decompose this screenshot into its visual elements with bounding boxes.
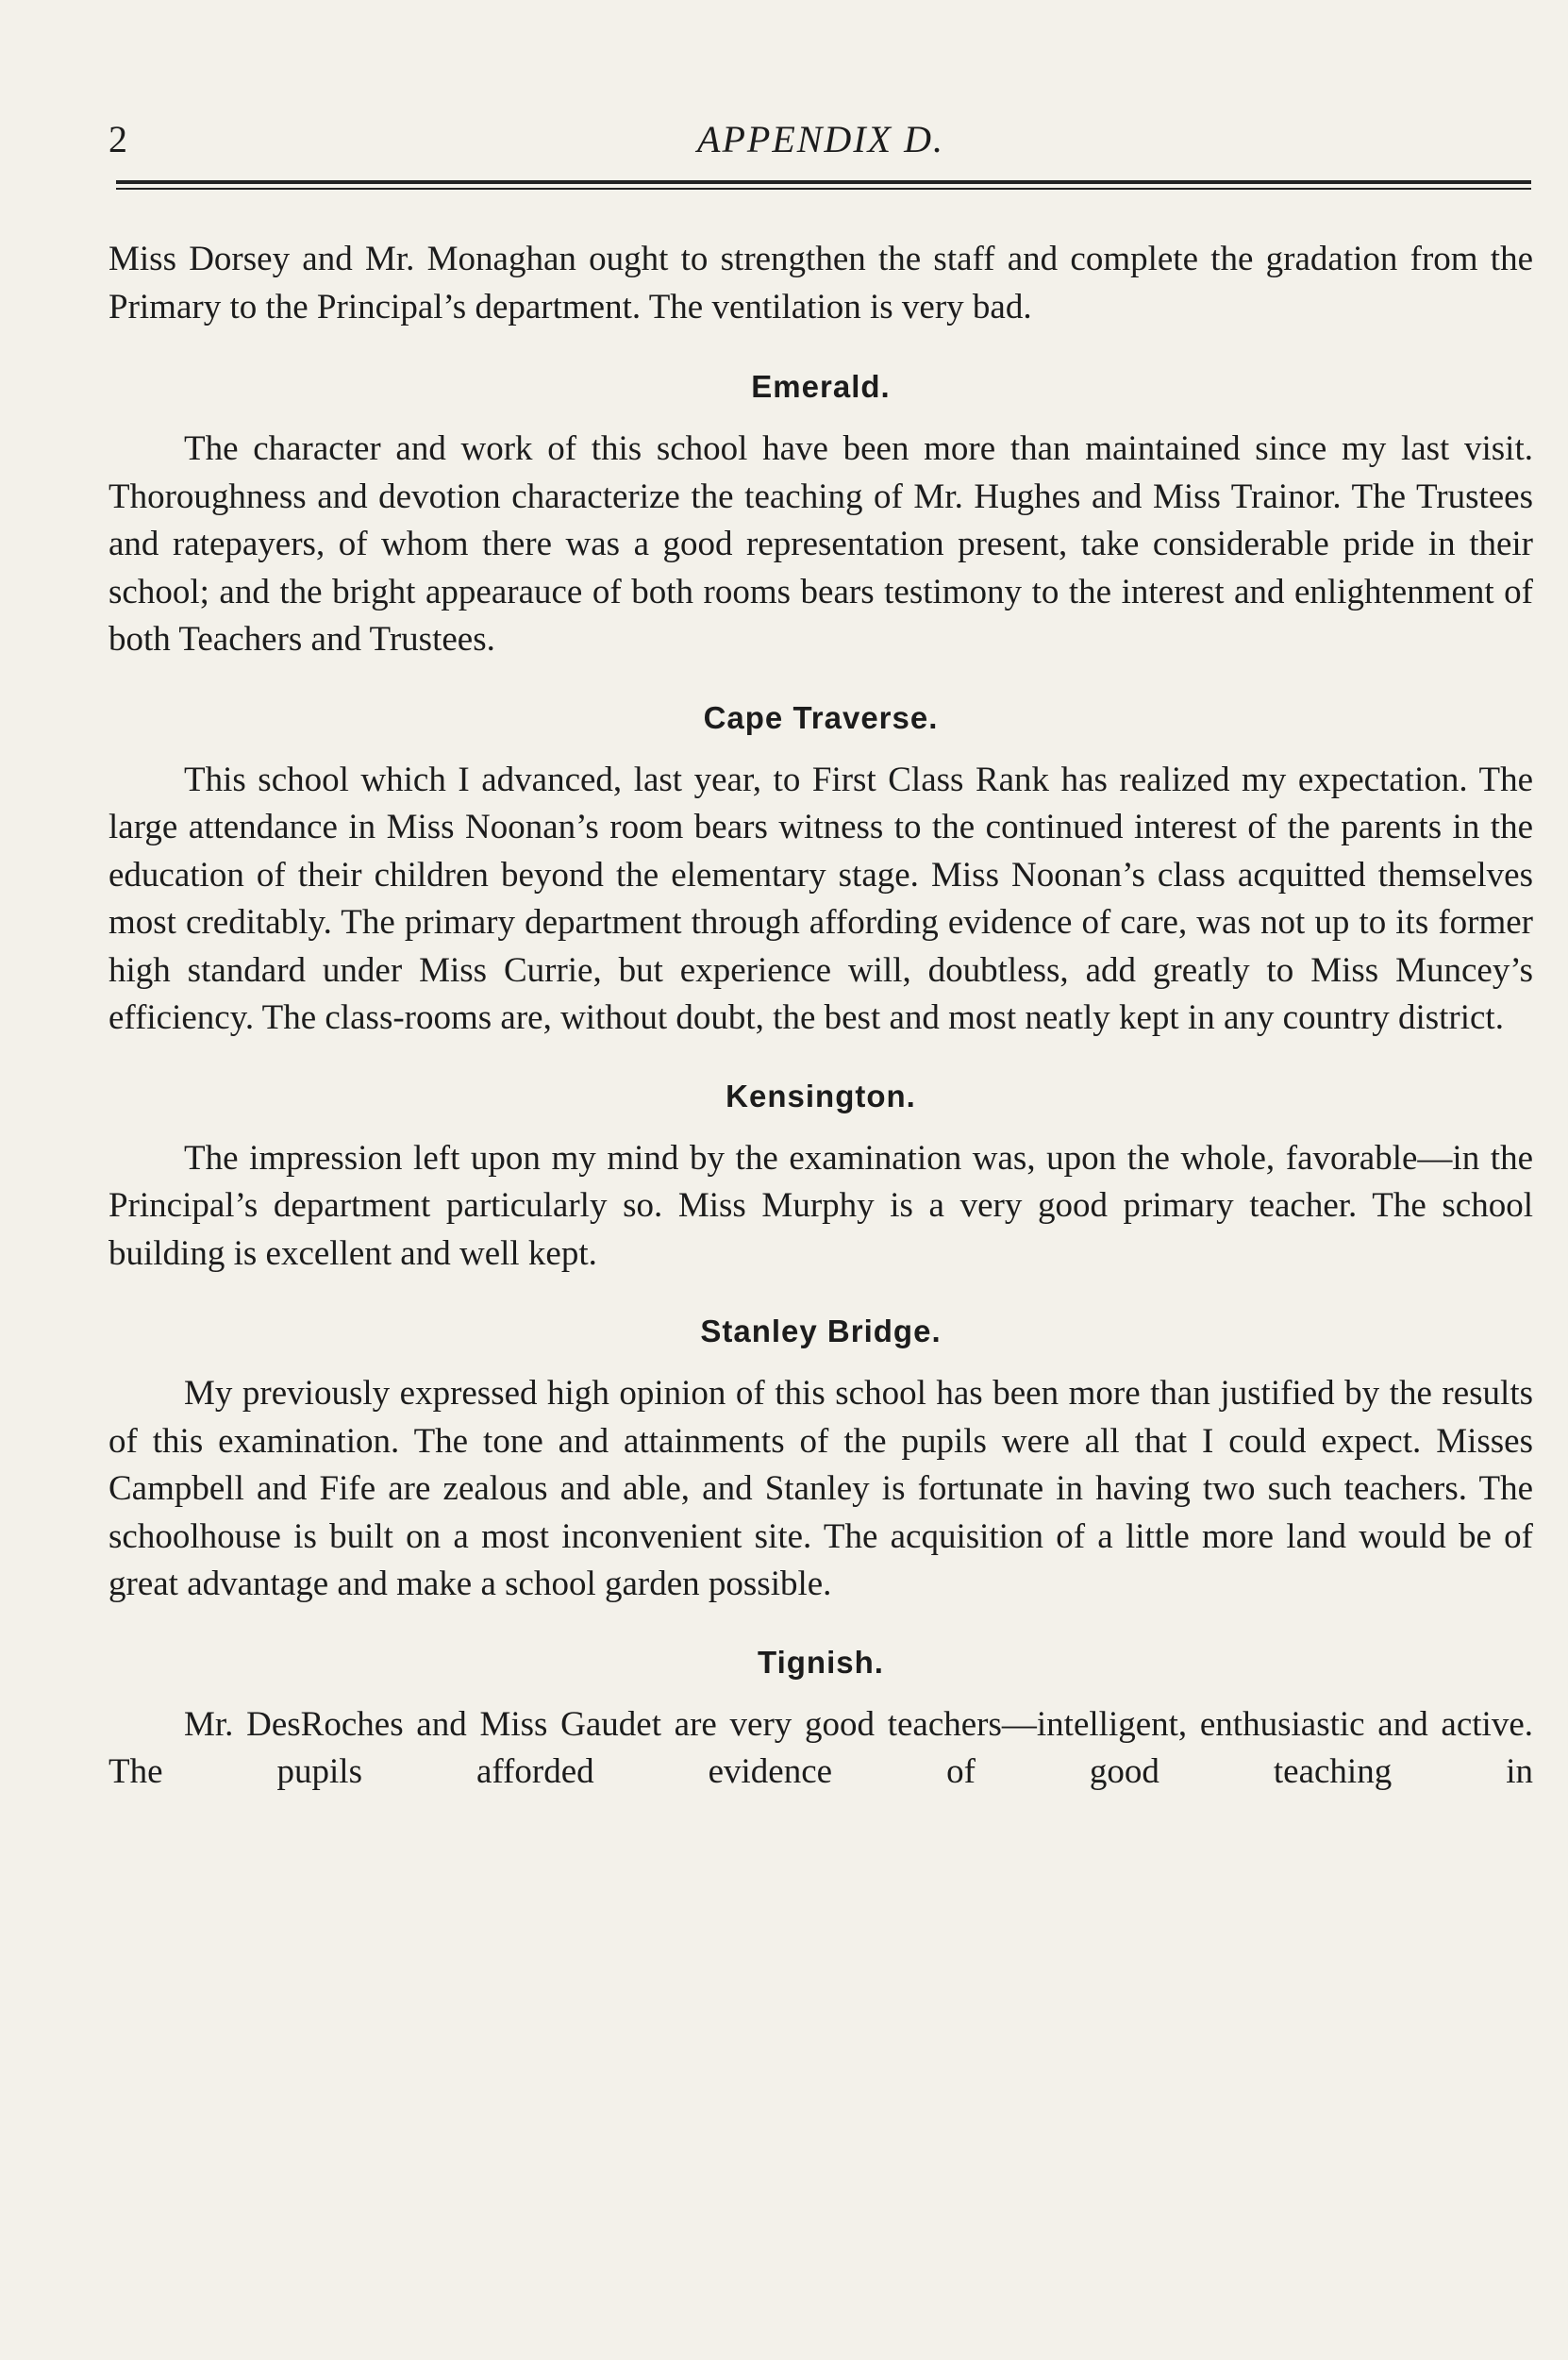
- paragraph-continued: Miss Dorsey and Mr. Monaghan ought to strengthen the staff and complete the gradation from the Primary to the Principal’s department. The ventilation is very bad.: [108, 240, 1533, 326]
- body-text: [108, 236, 1533, 1797]
- section-heading-stanley-bridge: Stanley Bridge.: [700, 1314, 942, 1348]
- running-head: APPENDIX D.: [697, 118, 944, 160]
- paragraph-kensington: The impression left upon my mind by the examination was, upon the whole, favorable—in the Principal’s department particularly so. Miss Murphy is a very good primary teacher. The school building is excellent and well kept.: [108, 1138, 1533, 1273]
- section-heading-cape-traverse: Cape Traverse.: [703, 699, 939, 735]
- section-heading-emerald: Emerald.: [751, 369, 891, 404]
- paragraph-cape-traverse: This school which I advanced, last year, to First Class Rank has realized my expectation. The large attendance in Miss Noonan’s room bears witness to the continued interest of the parents in the education of their children beyond the elementary stage. Miss Noonan’s class acquitted themselves most creditably. The primary department through affording evidence of care, was not up to its former high standard under Miss Currie, but experience will, doubtless, add greatly to Miss Muncey’s efficiency. The class-rooms are, without doubt, the best and most neatly kept in any country district.: [108, 760, 1533, 1037]
- page-number: 2: [108, 118, 127, 160]
- paragraph-tignish: Mr. DesRoches and Miss Gaudet are very good teachers—intelligent, enthusiastic and active. The pupils afforded evidence of good teaching in: [108, 1704, 1533, 1791]
- paragraph-stanley-bridge: My previously expressed high opinion of this school has been more than justified by the results of this examination. The tone and attainments of the pupils were all that I could expect. Misses Campbell and Fife are zealous and able, and Stanley is fortunate in having two such teachers. The schoolhouse is built on a most inconvenient site. The acquisition of a little more land would be of great advantage and make a school garden possible.: [108, 1374, 1533, 1603]
- section-heading-kensington: Kensington.: [726, 1078, 916, 1113]
- header-rule-thin: [116, 188, 1531, 190]
- page-header: [108, 111, 1533, 168]
- paragraph-emerald: The character and work of this school have been more than maintained since my last visit. Thoroughness and devotion characterize the teaching of Mr. Hughes and Miss Trainor. The Trustees and ratepayers, of whom there was a good representation present, take considerable pride in their school; and the bright appearauce of both rooms bears testimony to the interest and enlightenment of both Teachers and Trustees.: [108, 429, 1533, 659]
- header-rule-thick: [116, 180, 1531, 184]
- section-heading-tignish: Tignish.: [758, 1644, 884, 1680]
